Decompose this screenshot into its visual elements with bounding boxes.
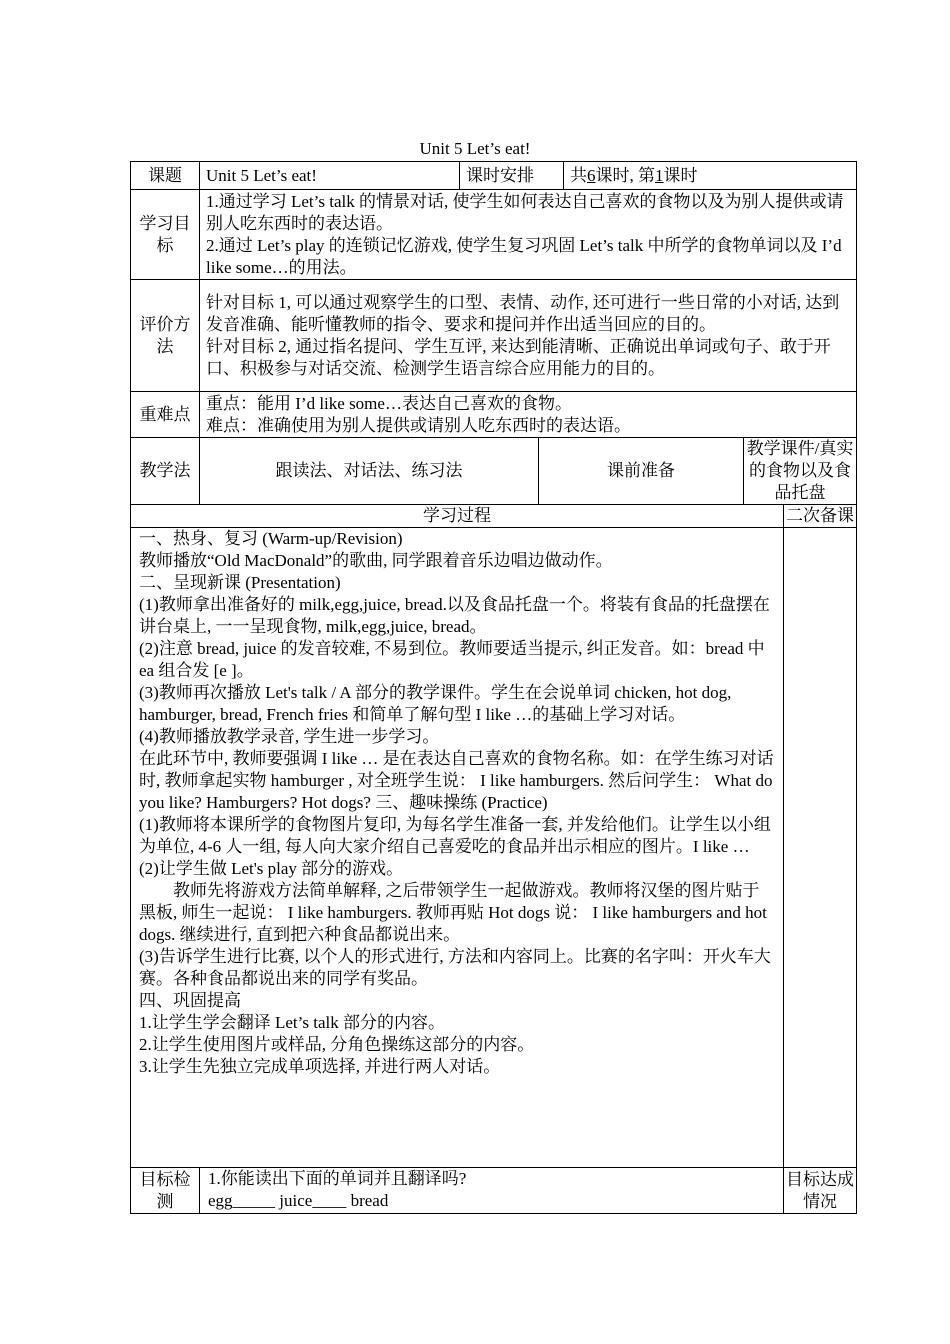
side-notes-cell [784, 528, 857, 1168]
row-goals [131, 190, 857, 280]
prep-label: 课前准备 [539, 438, 744, 505]
evaluation-label: 评价方法 [131, 280, 200, 392]
topic-value: Unit 5 Let’s eat! [200, 162, 460, 190]
goal-line: 2.通过 Let’s play 的连锁记忆游戏, 使学生复习巩固 Let’s talk 中所学的食物单词以及 I’d like some…的用法。 [206, 235, 842, 277]
evaluation-line: 针对目标 2, 通过指名提问、学生互评, 来达到能清晰、正确说出单词或句子、敢于开口、积极参与对话交流、检测学生语言综合应用能力的目的。 [206, 336, 831, 378]
schedule-current: 1 [655, 165, 664, 185]
keypoint-line: 难点：准确使用为别人提供或请别人吃东西时的表达语。 [206, 415, 631, 435]
evaluation-line: 针对目标 1, 可以通过观察学生的口型、表情、动作, 还可进行一些日常的小对话, 达到发音准确、能听懂教师的指令、要求和提问并作出适当回应的目的。 [206, 292, 840, 334]
check-line: egg_____ juice____ bread [208, 1191, 389, 1210]
process-line: (1)教师将本课所学的食物图片复印, 为每名学生准备一套, 并发给他们。让学生以小组为单位, 4-6 人一组, 每人向大家介绍自己喜爱吃的食品并出示相应的图片。I like … [139, 815, 771, 856]
process-line: (1)教师拿出准备好的 milk,egg,juice, bread.以及食品托盘一个。将装有食品的托盘摆在讲台桌上, 一一呈现食物, milk,egg,juice, bread。 [139, 595, 770, 636]
lesson-plan-table [130, 161, 857, 1214]
process-line: 一、热身、复习 (Warm-up/Revision) [139, 529, 403, 548]
row-process [131, 528, 857, 1168]
keypoint-line: 重点：能用 I’d like some…表达自己喜欢的食物。 [206, 393, 572, 413]
row-process-header [131, 505, 857, 528]
process-line: (2)注意 bread, juice 的发音较难, 不易到位。教师要适当提示, 纠正发音。如：bread 中 ea 组合发 [e ]。 [139, 639, 765, 680]
check-content [200, 1168, 784, 1214]
methods-label: 教学法 [131, 438, 200, 505]
side-header: 二次备课 [784, 505, 857, 528]
evaluation-content [200, 280, 857, 392]
schedule-value: 共6课时, 第1课时 [564, 162, 857, 190]
process-line: 2.让学生使用图片或样品, 分角色操练这部分的内容。 [139, 1035, 535, 1054]
methods-value: 跟读法、对话法、练习法 [200, 438, 539, 505]
row-methods [131, 438, 857, 505]
row-topic [131, 162, 857, 190]
process-content [131, 528, 784, 1168]
process-line: 二、呈现新课 (Presentation) [139, 573, 341, 592]
check-right-label: 目标达成情况 [784, 1168, 857, 1214]
topic-label: 课题 [131, 162, 200, 190]
process-line: (2)让学生做 Let's play 部分的游戏。 [139, 859, 404, 878]
process-line: 教师播放“Old MacDonald”的歌曲, 同学跟着音乐边唱边做动作。 [139, 551, 613, 570]
schedule-label: 课时安排 [460, 162, 564, 190]
keypoints-content [200, 392, 857, 438]
prep-value: 教学课件/真实的食物以及食品托盘 [744, 438, 857, 505]
keypoints-label: 重难点 [131, 392, 200, 438]
schedule-total: 6 [587, 165, 596, 185]
process-line: (3)告诉学生进行比赛, 以个人的形式进行, 方法和内容同上。比赛的名字叫：开火车大赛。各种食品都说出来的同学有奖品。 [139, 947, 771, 988]
process-line: 教师先将游戏方法简单解释, 之后带领学生一起做游戏。教师将汉堡的图片贴于黑板, 师生一起说： I like hamburgers. 教师再贴 Hot dogs 说： I like hamburgers and hot dogs. 继续进行, 直到把六种食品都说出来。 [139, 881, 767, 944]
row-check [131, 1168, 857, 1214]
check-label: 目标检测 [131, 1168, 200, 1214]
goal-line: 1.通过学习 Let’s talk 的情景对话, 使学生如何表达自己喜欢的食物以及为别人提供或请别人吃东西时的表达语。 [206, 191, 844, 233]
goals-content [200, 190, 857, 280]
row-keypoints [131, 392, 857, 438]
process-line: (4)教师播放教学录音, 学生进一步学习。 [139, 727, 440, 746]
process-line: (3)教师再次播放 Let's talk / A 部分的教学课件。学生在会说单词 chicken, hot dog, hamburger, bread, French fries 和简单了解句型 I like …的基础上学习对话。 [139, 683, 732, 724]
process-line: 1.让学生学会翻译 Let’s talk 部分的内容。 [139, 1013, 445, 1032]
process-header: 学习过程 [131, 505, 784, 528]
process-line: 在此环节中, 教师要强调 I like … 是在表达自己喜欢的食物名称。如：在学生练习对话时, 教师拿起实物 hamburger , 对全班学生说： I like hamburgers. 然后问学生： What do you like? Hamburgers? Hot dogs? 三、趣味操练 (Practice) [139, 749, 774, 812]
goals-label: 学习目标 [131, 190, 200, 280]
process-line: 四、巩固提高 [139, 991, 241, 1010]
process-line: 3.让学生先独立完成单项选择, 并进行两人对话。 [139, 1057, 501, 1076]
document-title: Unit 5 Let’s eat! [419, 139, 531, 158]
row-evaluation [131, 280, 857, 392]
check-line: 1.你能读出下面的单词并且翻译吗? [208, 1169, 467, 1188]
